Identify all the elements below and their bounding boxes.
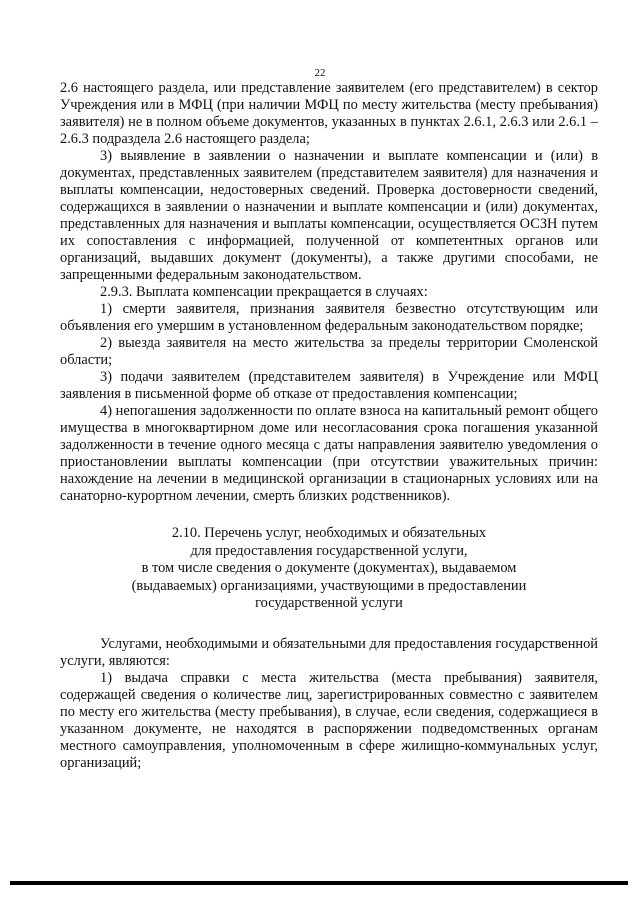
paragraph-continuation: 2.6 настоящего раздела, или представление заявителем (его представителем) в сектор Учреждения или в МФЦ (при наличии МФЦ по месту жительства (месту пребывания) заявителя) не в полном объеме документов, указанных в пунктах 2.6.1, 2.6.3 или 2.6.1 – 2.6.3 подраздела 2.6 настоящего раздела; — [60, 80, 598, 147]
bottom-scan-border — [10, 881, 628, 885]
paragraph-case-2: 2) выезда заявителя на место жительства за пределы территории Смоленской области; — [60, 335, 598, 368]
heading-line: 2.10. Перечень услуг, необходимых и обязательных — [171, 525, 487, 541]
paragraph-services-intro: Услугами, необходимыми и обязательными для предоставления государственной услуги, являются: — [60, 635, 598, 669]
paragraph-service-1: 1) выдача справки с места жительства (места пребывания) заявителя, содержащей сведения о количестве лиц, зарегистрированных совместно с заявителем по месту его жительства (месту пребывания), в случае, если сведения, содержащиеся в указанном документе, не находятся в распоряжении подведомственных органам местного самоуправления, уполномоченным в сфере жилищно-коммунальных услуг, организаций; — [60, 669, 598, 771]
page-number: 22 — [314, 67, 326, 79]
heading-line: (выдаваемых) организациями, участвующими в предоставлении — [131, 577, 527, 594]
heading-line: в том числе сведения о документе (документах), выдаваемом — [141, 560, 517, 576]
paragraph-case-4: 4) непогашения задолженности по оплате взноса на капитальный ремонт общего имущества в многоквартирном доме или несогласования срока погашения указанной задолженности в течение одного месяца с даты направления заявителю уведомления о приостановлении выплаты компенсации (при отсутствии уважительных причин: нахождение на лечении в медицинской организации в стационарных условиях или на санаторно-курортном лечении, смерть близких родственников). — [60, 403, 598, 504]
paragraph-2-9-3: 2.9.3. Выплата компенсации прекращается в случаях: — [100, 284, 428, 300]
paragraph-case-1: 1) смерти заявителя, признания заявителя безвестно отсутствующим или объявления его умершим в установленном федеральным законодательством порядке; — [60, 301, 598, 334]
section-heading-2-10 — [60, 525, 598, 613]
document-body — [60, 80, 598, 772]
heading-line: для предоставления государственной услуги, — [190, 542, 468, 559]
paragraph-case-3: 3) подачи заявителем (представителем заявителя) в Учреждение или МФЦ заявления в письменной форме об отказе от предоставления компенсации; — [60, 369, 598, 402]
heading-line: государственной услуги — [255, 595, 403, 611]
paragraph-item-3: 3) выявление в заявлении о назначении и выплате компенсации и (или) в документах, представленных заявителем (представителем заявителя) для назначения и выплаты компенсации, недостоверных сведений. Проверка достоверности сведений, содержащихся в заявлении о назначении и выплате компенсации и (или) документах, представленных для назначения и выплаты компенсации, осуществляется ОСЗН путем их сопоставления с информацией, полученной от компетентных органов или организаций, выдавших документ (документы), а также другими способами, не запрещенными федеральным законодательством. — [60, 148, 598, 283]
